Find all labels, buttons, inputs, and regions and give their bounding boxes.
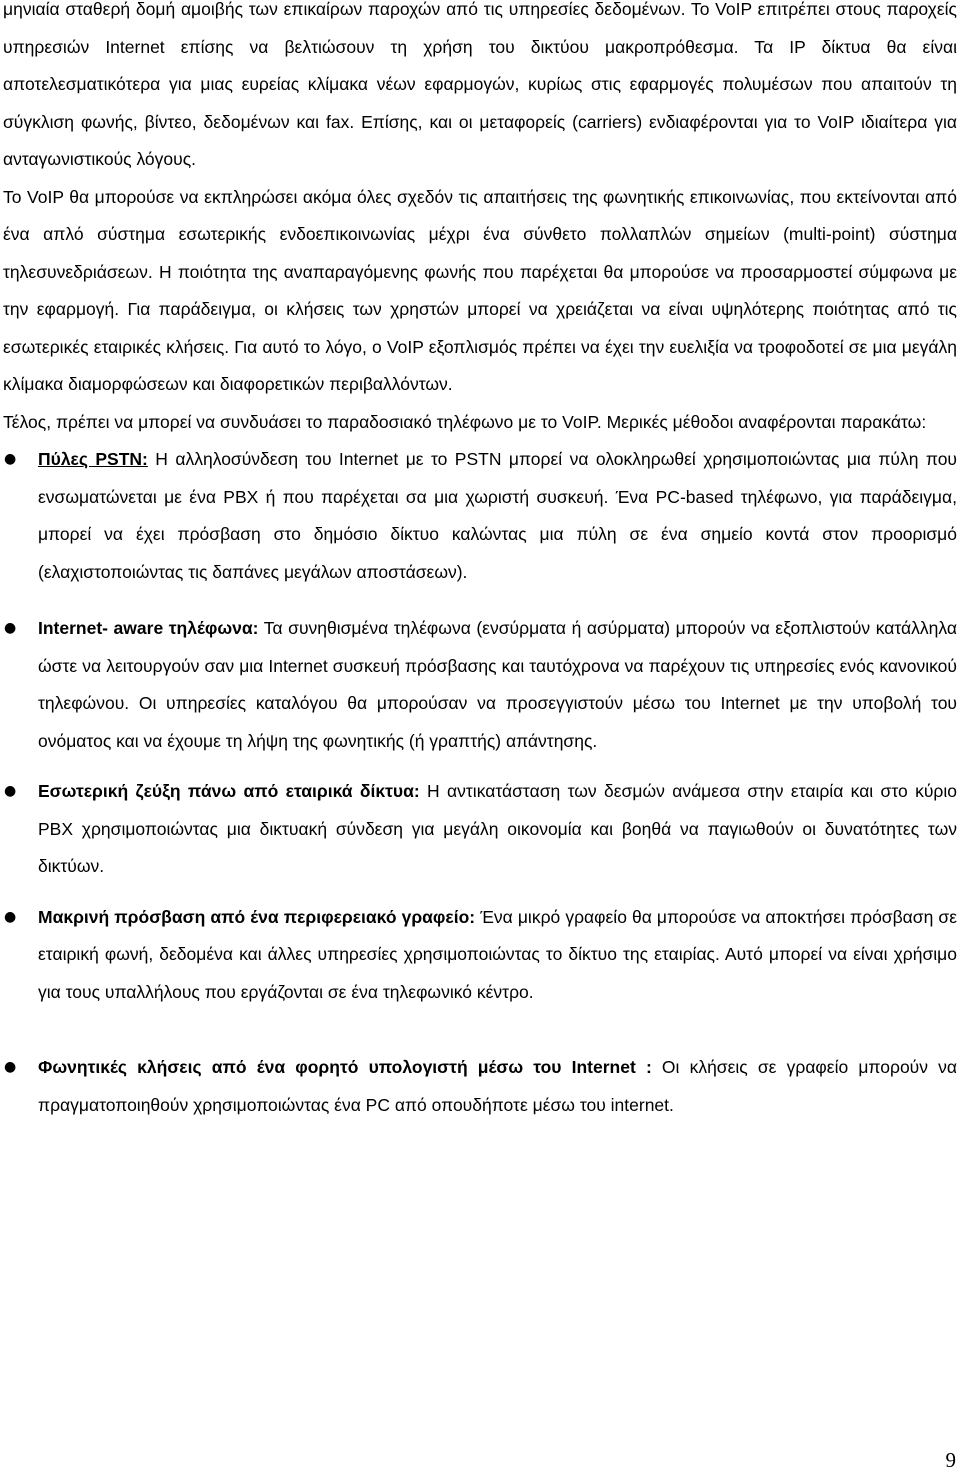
list-item-term: Internet- aware τηλέφωνα: (38, 618, 259, 638)
list-item-text: Οι κλήσεις σε γραφείο μπορούν να πραγματοποιηθούν χρησιμοποιώντας ένα PC από οπουδήποτε μέσω του internet. (38, 1057, 958, 1115)
list-item-corporate-trunking (3, 773, 957, 886)
bullet-icon: ● (4, 451, 17, 467)
list-item-text: Ένα μικρό γραφείο θα μπορούσε να αποκτήσει πρόσβαση σε εταιρική φωνή, δεδομένα και άλλες υπηρεσίες χρησιμοποιώντας το δίκτυο της εταιρίας. Αυτό μπορεί να είναι χρήσιμο για τους υπαλλήλους που εργάζονται σε ένα τηλεφωνικό κέντρο. (38, 906, 957, 1002)
list-item-text: Η αλληλοσύνδεση του Internet με το PSTN μπορεί να ολοκληρωθεί χρησιμοποιώντας μια πύλη που ενσωματώνεται με ένα PBX ή που παρέχεται σα μια χωριστή συσκευή. Ένα PC-based τηλέφωνο, για παράδειγμα, μπορεί να έχει πρόσβαση στο δημόσιο δίκτυο καλώντας μια πύλη σε ένα σημείο κοντά στον προορισμό (ελαχιστοποιώντας τις δαπάνες μεγάλων αποστάσεων). (38, 449, 957, 582)
methods-list (3, 441, 957, 1124)
bullet-icon: ● (4, 783, 17, 799)
list-item-pstn-gateways (3, 441, 957, 591)
paragraph-voip-requirements: Το VoIP θα μπορούσε να εκπληρώσει ακόμα όλες σχεδόν τις απαιτήσεις της φωνητικής επικοινωνίας, που εκτείνονται από ένα απλό σύστημα εσωτερικής ενδοεπικοινωνίας μέχρι ένα σύνθετο πολλαπλών σημείων (multi-point) σύστημα τηλεσυνεδριάσεων. Η ποιότητα της αναπαραγόμενης φωνής που παρέχεται θα μπορούσε να προσαρμοστεί σύμφωνα με την εφαρμογή. Για παράδειγμα, οι κλήσεις των χρηστών μπορεί να χρειάζεται να είναι υψηλότερης ποιότητας από τις εσωτερικές εταιρικές κλήσεις. Για αυτό το λόγο, ο VoIP εξοπλισμός πρέπει να έχει την ευελιξία να τροφοδοτεί σε μια μεγάλη κλίμακα διαμορφώσεων και διαφορετικών περιβαλλόντων. (3, 186, 957, 394)
list-item-term: Φωνητικές κλήσεις από ένα φορητό υπολογιστή μέσω του Internet : (38, 1057, 652, 1077)
bullet-icon: ● (4, 1059, 17, 1075)
list-item-term: Εσωτερική ζεύξη πάνω από εταιρικά δίκτυα: (38, 781, 420, 801)
list-item-term: Μακρινή πρόσβαση από ένα περιφερειακό γραφείο: (38, 906, 476, 927)
document-page (3, 0, 957, 1124)
bullet-icon: ● (4, 908, 17, 925)
list-item-text: Η αντικατάσταση των δεσμών ανάμεσα στην εταιρία και στο κύριο PBX χρησιμοποιώντας μια δικτυακή σύνδεση για μεγάλη οικονομία και βοηθά να παγιωθούν οι δυνατότητες των δικτύων. (38, 781, 957, 876)
page-number: 9 (945, 1448, 956, 1472)
list-item-laptop-voice-calls (3, 1049, 957, 1124)
list-item-internet-aware-phones (3, 610, 957, 760)
list-item-text: Τα συνηθισμένα τηλέφωνα (ενσύρματα ή ασύρματα) μπορούν να εξοπλιστούν κατάλληλα ώστε να λειτουργούν σαν μια Internet συσκευή πρόσβασης και ταυτόχρονα να παρέχουν τις υπηρεσίες ενός κανονικού τηλεφώνου. Οι υπηρεσίες καταλόγου θα μπορούσαν να προσεγγιστούν μέσω του Internet με την υποβολή του ονόματος και να έχουμε τη λήψη της φωνητικής (ή γραπτής) απάντησης. (38, 618, 958, 751)
list-item-term: Πύλες PSTN: (38, 449, 148, 469)
paragraph-methods-intro: Τέλος, πρέπει να μπορεί να συνδυάσει το παραδοσιακό τηλέφωνο με το VoIP. Μερικές μέθοδοι αναφέρονται παρακάτω: (3, 411, 927, 432)
paragraph-intro: μηνιαία σταθερή δομή αμοιβής των επικαίρων παροχών από τις υπηρεσίες δεδομένων. Το VoIP επιτρέπει στους παροχείς υπηρεσιών Internet επίσης να βελτιώσουν τη χρήση του δικτύου μακροπρόθεσμα. Τα IP δίκτυα θα είναι αποτελεσματικότερα για μιας ευρείας κλίμακα νέων εφαρμογών, κυρίως στις εφαρμογές πολυμέσων που απαιτούν τη σύγκλιση φωνής, βίντεο, δεδομένων και fax. Επίσης, και οι μεταφορείς (carriers) ενδιαφέρονται για το VoIP ιδιαίτερα για ανταγωνιστικούς λόγους. (3, 0, 957, 169)
bullet-icon: ● (4, 620, 17, 636)
list-item-remote-office-access (3, 899, 957, 1012)
